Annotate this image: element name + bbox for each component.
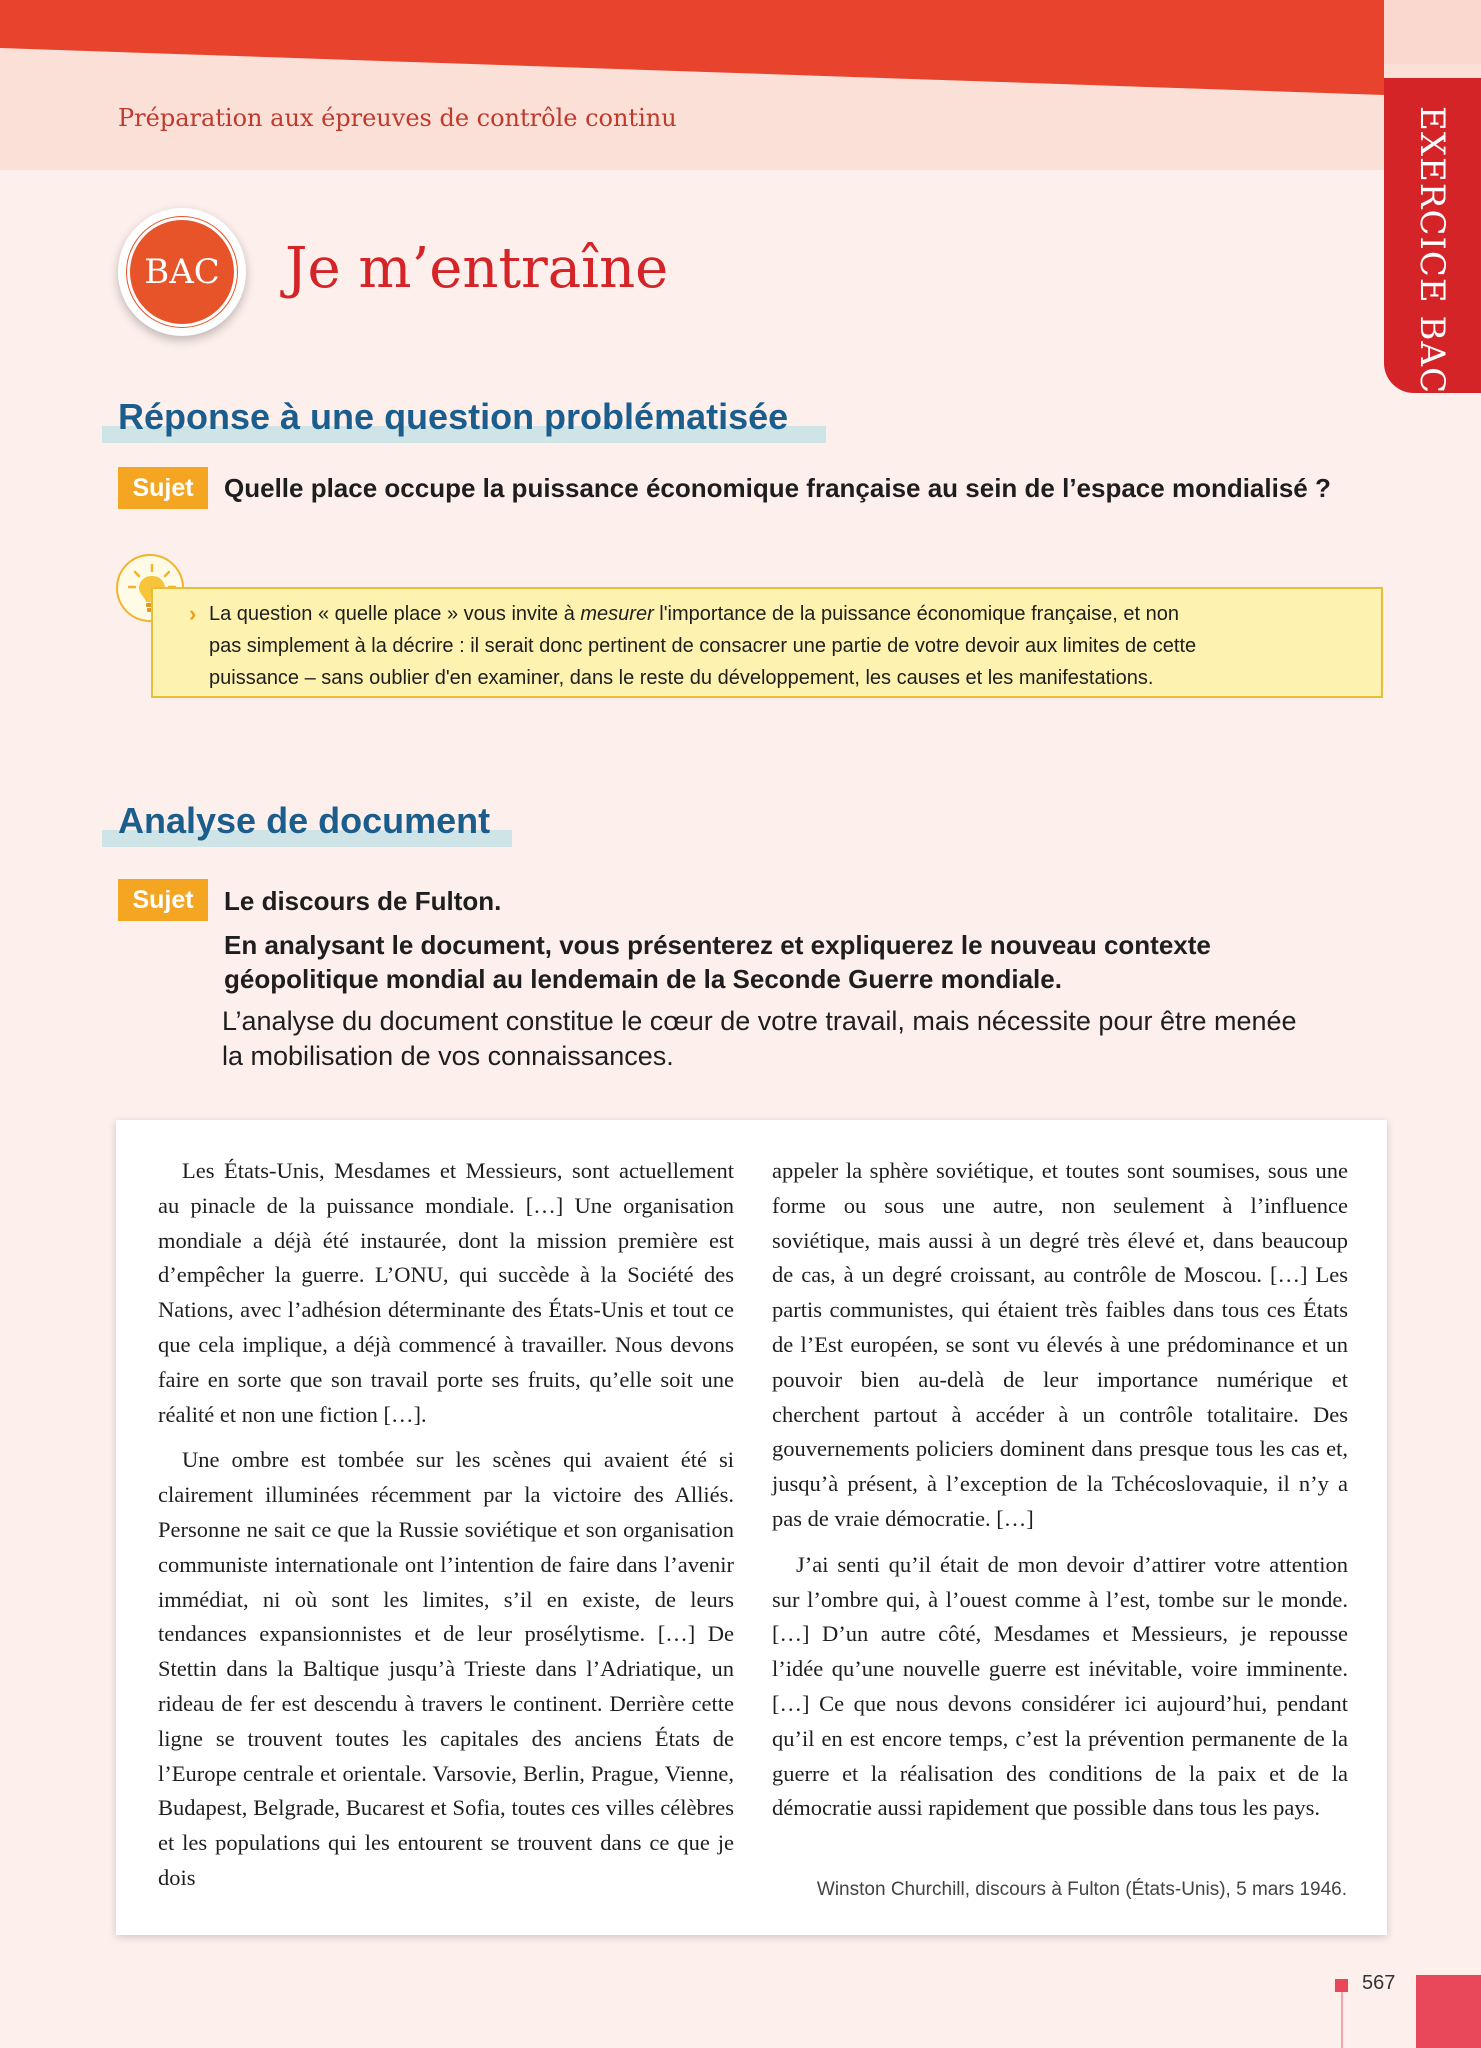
footer-rule [1341, 1989, 1343, 2048]
footer-marker [1335, 1979, 1348, 1992]
method-note-line1: L’analyse du document constitue le cœur de votre travail, mais nécessite pour être menée [222, 1006, 1297, 1036]
breadcrumb: Préparation aux épreuves de contrôle continu [118, 104, 677, 132]
sujet-question: Quelle place occupe la puissance économique française au sein de l’espace mondialisé ? [224, 473, 1331, 503]
document-source: Winston Churchill, discours à Fulton (États-Unis), 5 mars 1946. [816, 1879, 1347, 1900]
top-banner [0, 0, 1481, 170]
page-title: Je m’entraîne [285, 236, 669, 301]
document-column-left [158, 1154, 734, 1907]
bac-badge [118, 208, 246, 336]
section-title: Analyse de document [118, 800, 491, 841]
document-paragraph: Une ombre est tombée sur les scènes qui avaient été si clairement illuminées récemment par la victoire des Alliés. Personne ne sait ce que la Russie soviétique et son organisation communiste internationale ont l’intention de faire dans l’avenir immédiat, ni où sont les limites, s’il en existe, de leurs tendances expansionnistes et de leur prosélytisme. […] De Stettin dans la Baltique jusqu’à Trieste dans l’Adriatique, un rideau de fer est descendu à travers le continent. Derrière cette ligne se trouvent toutes les capitales des anciens États de l’Europe centrale et orientale. Varsovie, Berlin, Prague, Vienne, Budapest, Belgrade, Bucarest et Sofia, toutes ces villes célèbres et les populations qui les entourent se trouvent dans ce que je dois [158, 1447, 734, 1890]
exercice-bac-label: EXERCICE BAC [1412, 106, 1452, 395]
document-paragraph: J’ai senti qu’il était de mon devoir d’attirer votre attention sur l’ombre qui, à l’ouest comme à l’est, tombe sur le monde. […] D’un autre côté, Mesdames et Messieurs, je repousse l’idée qu’une nouvelle guerre est inévitable, voire imminente. […] Ce que nous devons considérer ici aujourd’hui, pendant qu’il en est encore temps, c’est la prévention permanente de la guerre et la réalisation des conditions de la paix et de la démocratie aussi rapidement que possible dans tous les pays. [772, 1551, 1348, 1821]
sujet-instruction-line1: En analysant le document, vous présenterez et expliquerez le nouveau contexte [224, 930, 1211, 960]
bac-badge-circle [127, 217, 237, 327]
page-number: 567 [1362, 1972, 1396, 1994]
method-note-line2: la mobilisation de vos connaissances. [222, 1041, 674, 1071]
section-heading-question [102, 396, 788, 438]
document-column-right [772, 1154, 1348, 1837]
exercice-bac-tab [1384, 78, 1481, 393]
section-heading-analyse [102, 800, 490, 842]
sujet-instruction-line2: géopolitique mondial au lendemain de la Seconde Guerre mondiale. [224, 964, 1062, 994]
tip-box [151, 587, 1383, 698]
tip-text: La question « quelle place » vous invite à mesurer l'importance de la puissance économique française, et non pas simplement à la décrire : il serait donc pertinent de consacrer une partie de votre devoir aux limites de cette puissance – sans oublier d'en examiner, dans le reste du développement, les causes et les manifestations. [209, 603, 1197, 689]
bac-badge-label: BAC [144, 252, 220, 292]
document-card [116, 1120, 1387, 1935]
section-title: Réponse à une question problématisée [118, 396, 789, 437]
sujet-tag: Sujet [118, 467, 208, 509]
sujet-tag: Sujet [118, 879, 208, 921]
banner-shape [0, 0, 1481, 170]
chevron-right-icon: › [189, 601, 197, 626]
document-paragraph: appeler la sphère soviétique, et toutes sont soumises, sous une forme ou sous une autre, non seulement à l’influence soviétique, mais aussi à un degré très élevé et, dans beaucoup de cas, à un degré croissant, au contrôle de Moscou. […] Les partis communistes, qui étaient très faibles dans tous ces États de l’Est européen, se sont vu élevés à une prédominance et un pouvoir bien au-delà de leur importance numérique et cherchent partout à accéder à un contrôle totalitaire. Des gouvernements policiers dominent dans presque tous les cas et, jusqu’à présent, à l’exception de la Tchécoslovaquie, il n’y a pas de vraie démocratie. […] [772, 1158, 1348, 1531]
sujet-title: Le discours de Fulton. [224, 886, 502, 916]
footer-bar [1416, 1975, 1481, 2048]
document-paragraph: Les États-Unis, Mesdames et Messieurs, sont actuellement au pinacle de la puissance mondiale. […] Une organisation mondiale a déjà été instaurée, dont la mission première est d’empêcher la guerre. L’ONU, qui succède à la Société des Nations, avec l’adhésion déterminante des États-Unis et tout ce que cela implique, a déjà commencé à travailler. Nous devons faire en sorte que son travail porte ses fruits, qu’elle soit une réalité et non une fiction […]. [158, 1158, 734, 1427]
